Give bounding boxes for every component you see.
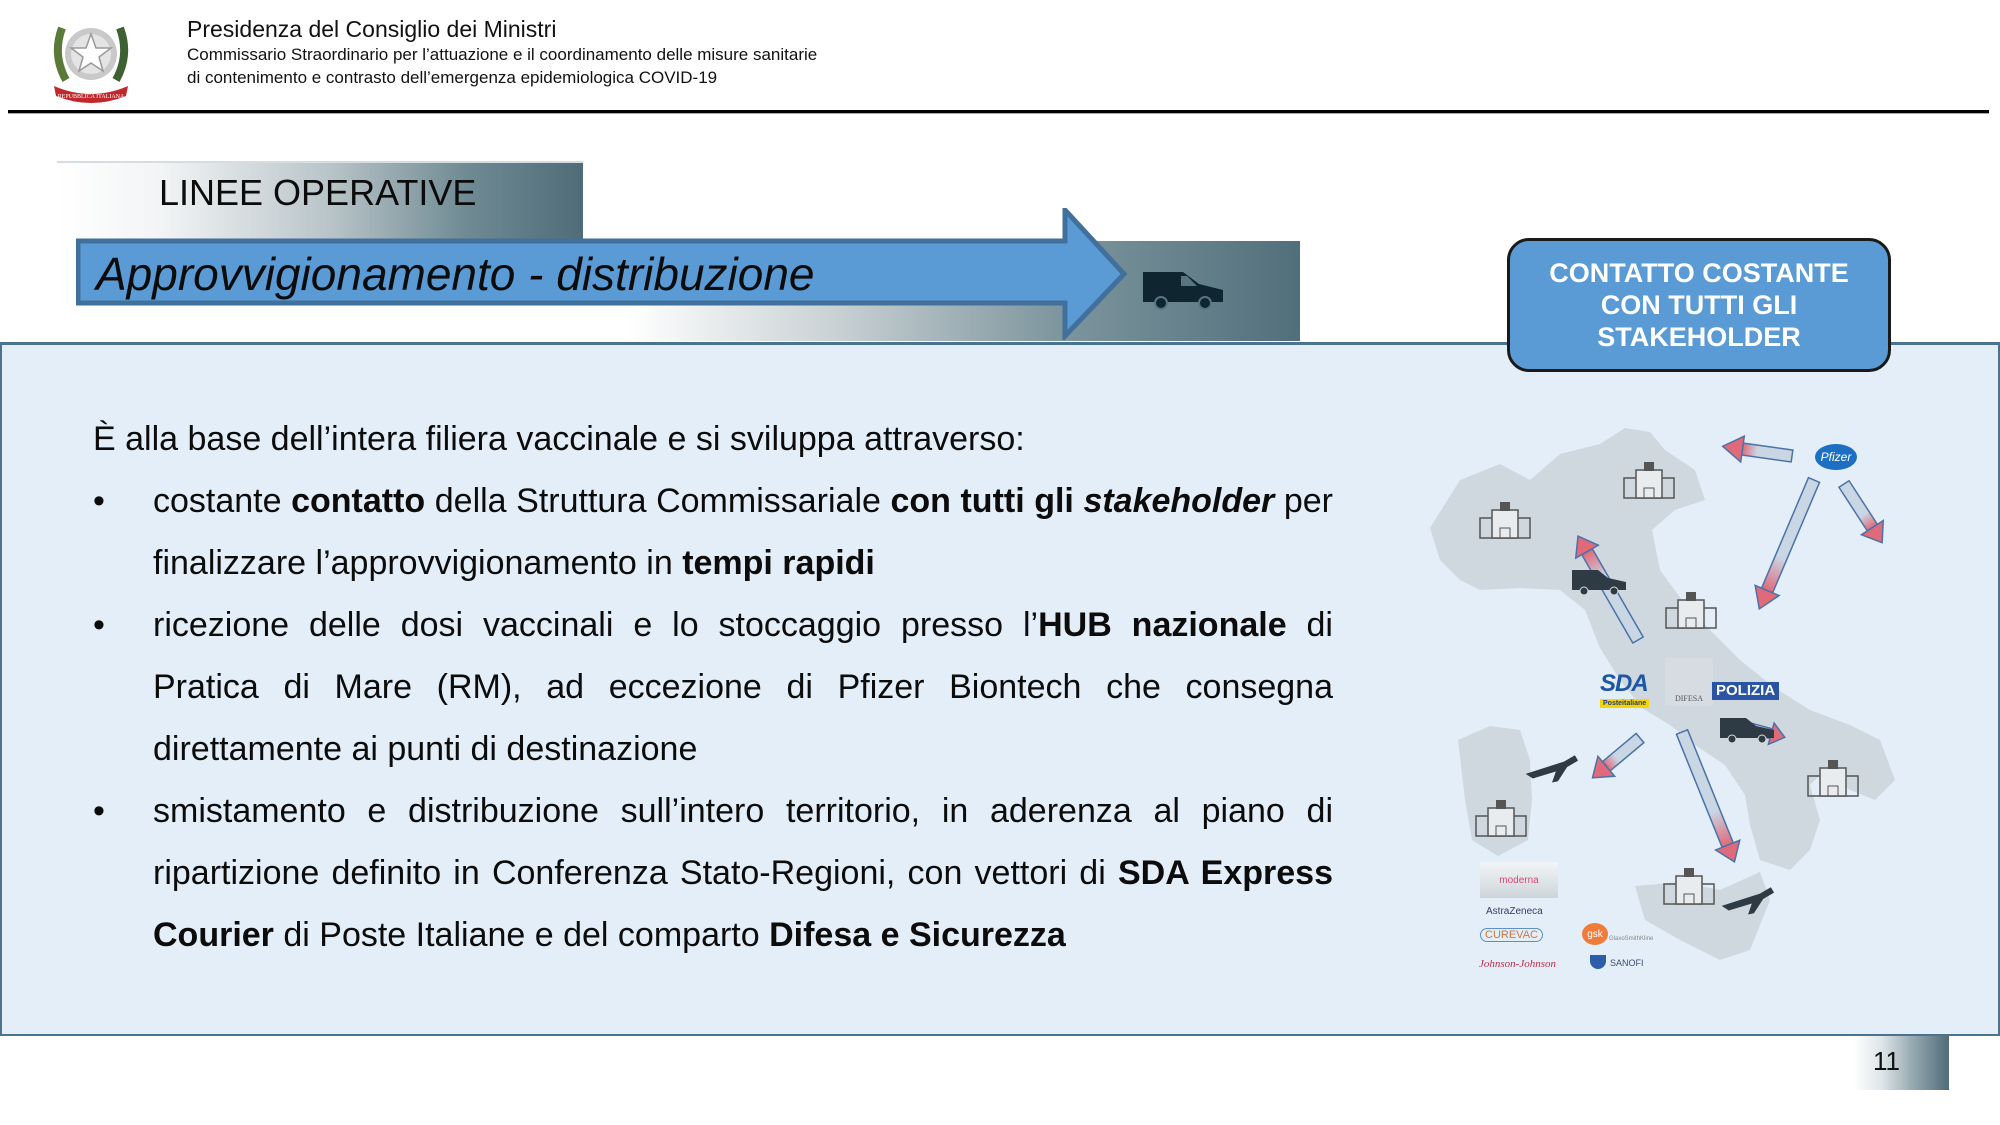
bullet-text-run: ricezione delle dosi vaccinali e lo stoccaggio presso l’ (153, 606, 1039, 644)
flow-arrow-icon (1584, 728, 1648, 788)
bullet-text-run: smistamento e distribuzione sull’intero territorio, in aderenza al piano di ripartizione definito in Conferenza Stato-Regioni, con vettori di (153, 792, 1333, 892)
bullet-text-run: HUB nazionale (1038, 606, 1287, 644)
bullet-text-run: contatto (291, 482, 426, 520)
gsk-logo: gsk (1582, 923, 1608, 945)
moderna-logo: moderna (1480, 862, 1558, 898)
bullet-text-run: tempi rapidi (682, 544, 875, 582)
bullet-marker: • (93, 606, 105, 644)
section-label: LINEE OPERATIVE (159, 172, 477, 213)
bullet-text-run: Difesa e Sicurezza (769, 916, 1066, 954)
flow-arrow-icon (1721, 433, 1794, 468)
bullet-text-run: della Struttura Commissariale (425, 482, 891, 520)
bullet-item (93, 594, 1333, 780)
body-text (93, 408, 1333, 966)
bullet-marker: • (93, 482, 105, 520)
sda-logo-sub: Posteitaliane (1600, 699, 1649, 708)
callout-text: CONTATTO COSTANTE CON TUTTI GLI STAKEHOLDER (1549, 258, 1849, 352)
italian-republic-emblem-icon (48, 10, 134, 106)
astrazeneca-logo: AstraZeneca (1486, 906, 1543, 917)
header-subtitle-line1: Commissario Straordinario per l’attuazione e il coordinamento delle misure sanitarie (187, 45, 818, 64)
gsk-logo-name: GlaxoSmithKline (1609, 936, 1654, 942)
sda-logo (1600, 672, 1649, 708)
bullet-text-run: per finalizzare l’approvvigionamento in (153, 482, 1333, 582)
flow-arrow-icon (1747, 475, 1826, 614)
bullet-item (93, 780, 1333, 966)
bullet-marker: • (93, 792, 105, 830)
curevac-logo: CUREVAC (1480, 928, 1543, 942)
header-divider (8, 110, 1989, 113)
page-number: 11 (1873, 1046, 1900, 1076)
header-title: Presidenza del Consiglio dei Ministri (187, 16, 557, 42)
intro-text: È alla base dell’intera filiera vaccinale e si sviluppa attraverso: (93, 420, 1025, 458)
difesa-logo: DIFESA (1665, 658, 1713, 706)
stakeholder-callout (1507, 238, 1891, 372)
bullet-item (93, 470, 1333, 594)
emblem-label: REPUBBLICA ITALIANA (57, 94, 125, 100)
bullet-text-run: con tutti gli (890, 482, 1084, 520)
page-number-box (1853, 1036, 1949, 1090)
bullet-text-run: costante (153, 482, 292, 520)
polizia-logo: POLIZIA (1712, 682, 1779, 700)
pfizer-logo: Pfizer (1815, 444, 1857, 470)
bullet-text-run: di Pratica di Mare (RM), ad eccezione di Pfizer Biontech che consegna direttamente ai punti di destinazione (153, 606, 1333, 768)
johnson-johnson-logo: Johnson-Johnson (1479, 958, 1556, 970)
bullet-text-run: di Poste Italiane e del comparto (273, 916, 770, 954)
flow-arrow-icon (1833, 477, 1893, 550)
airplane-icon (1524, 755, 1581, 788)
bullet-text-run: SDA Express Courier (153, 854, 1333, 954)
sda-logo-text: SDA (1600, 670, 1648, 697)
sanofi-logo: SANOFI (1610, 958, 1644, 968)
bullet-text-run: stakeholder (1083, 482, 1275, 520)
section-title: Approvvigionamento - distribuzione (96, 248, 815, 300)
delivery-van-icon (1143, 270, 1227, 310)
header-subtitle-line2: di contenimento e contrasto dell’emergenza epidemiologica COVID-19 (187, 68, 718, 87)
